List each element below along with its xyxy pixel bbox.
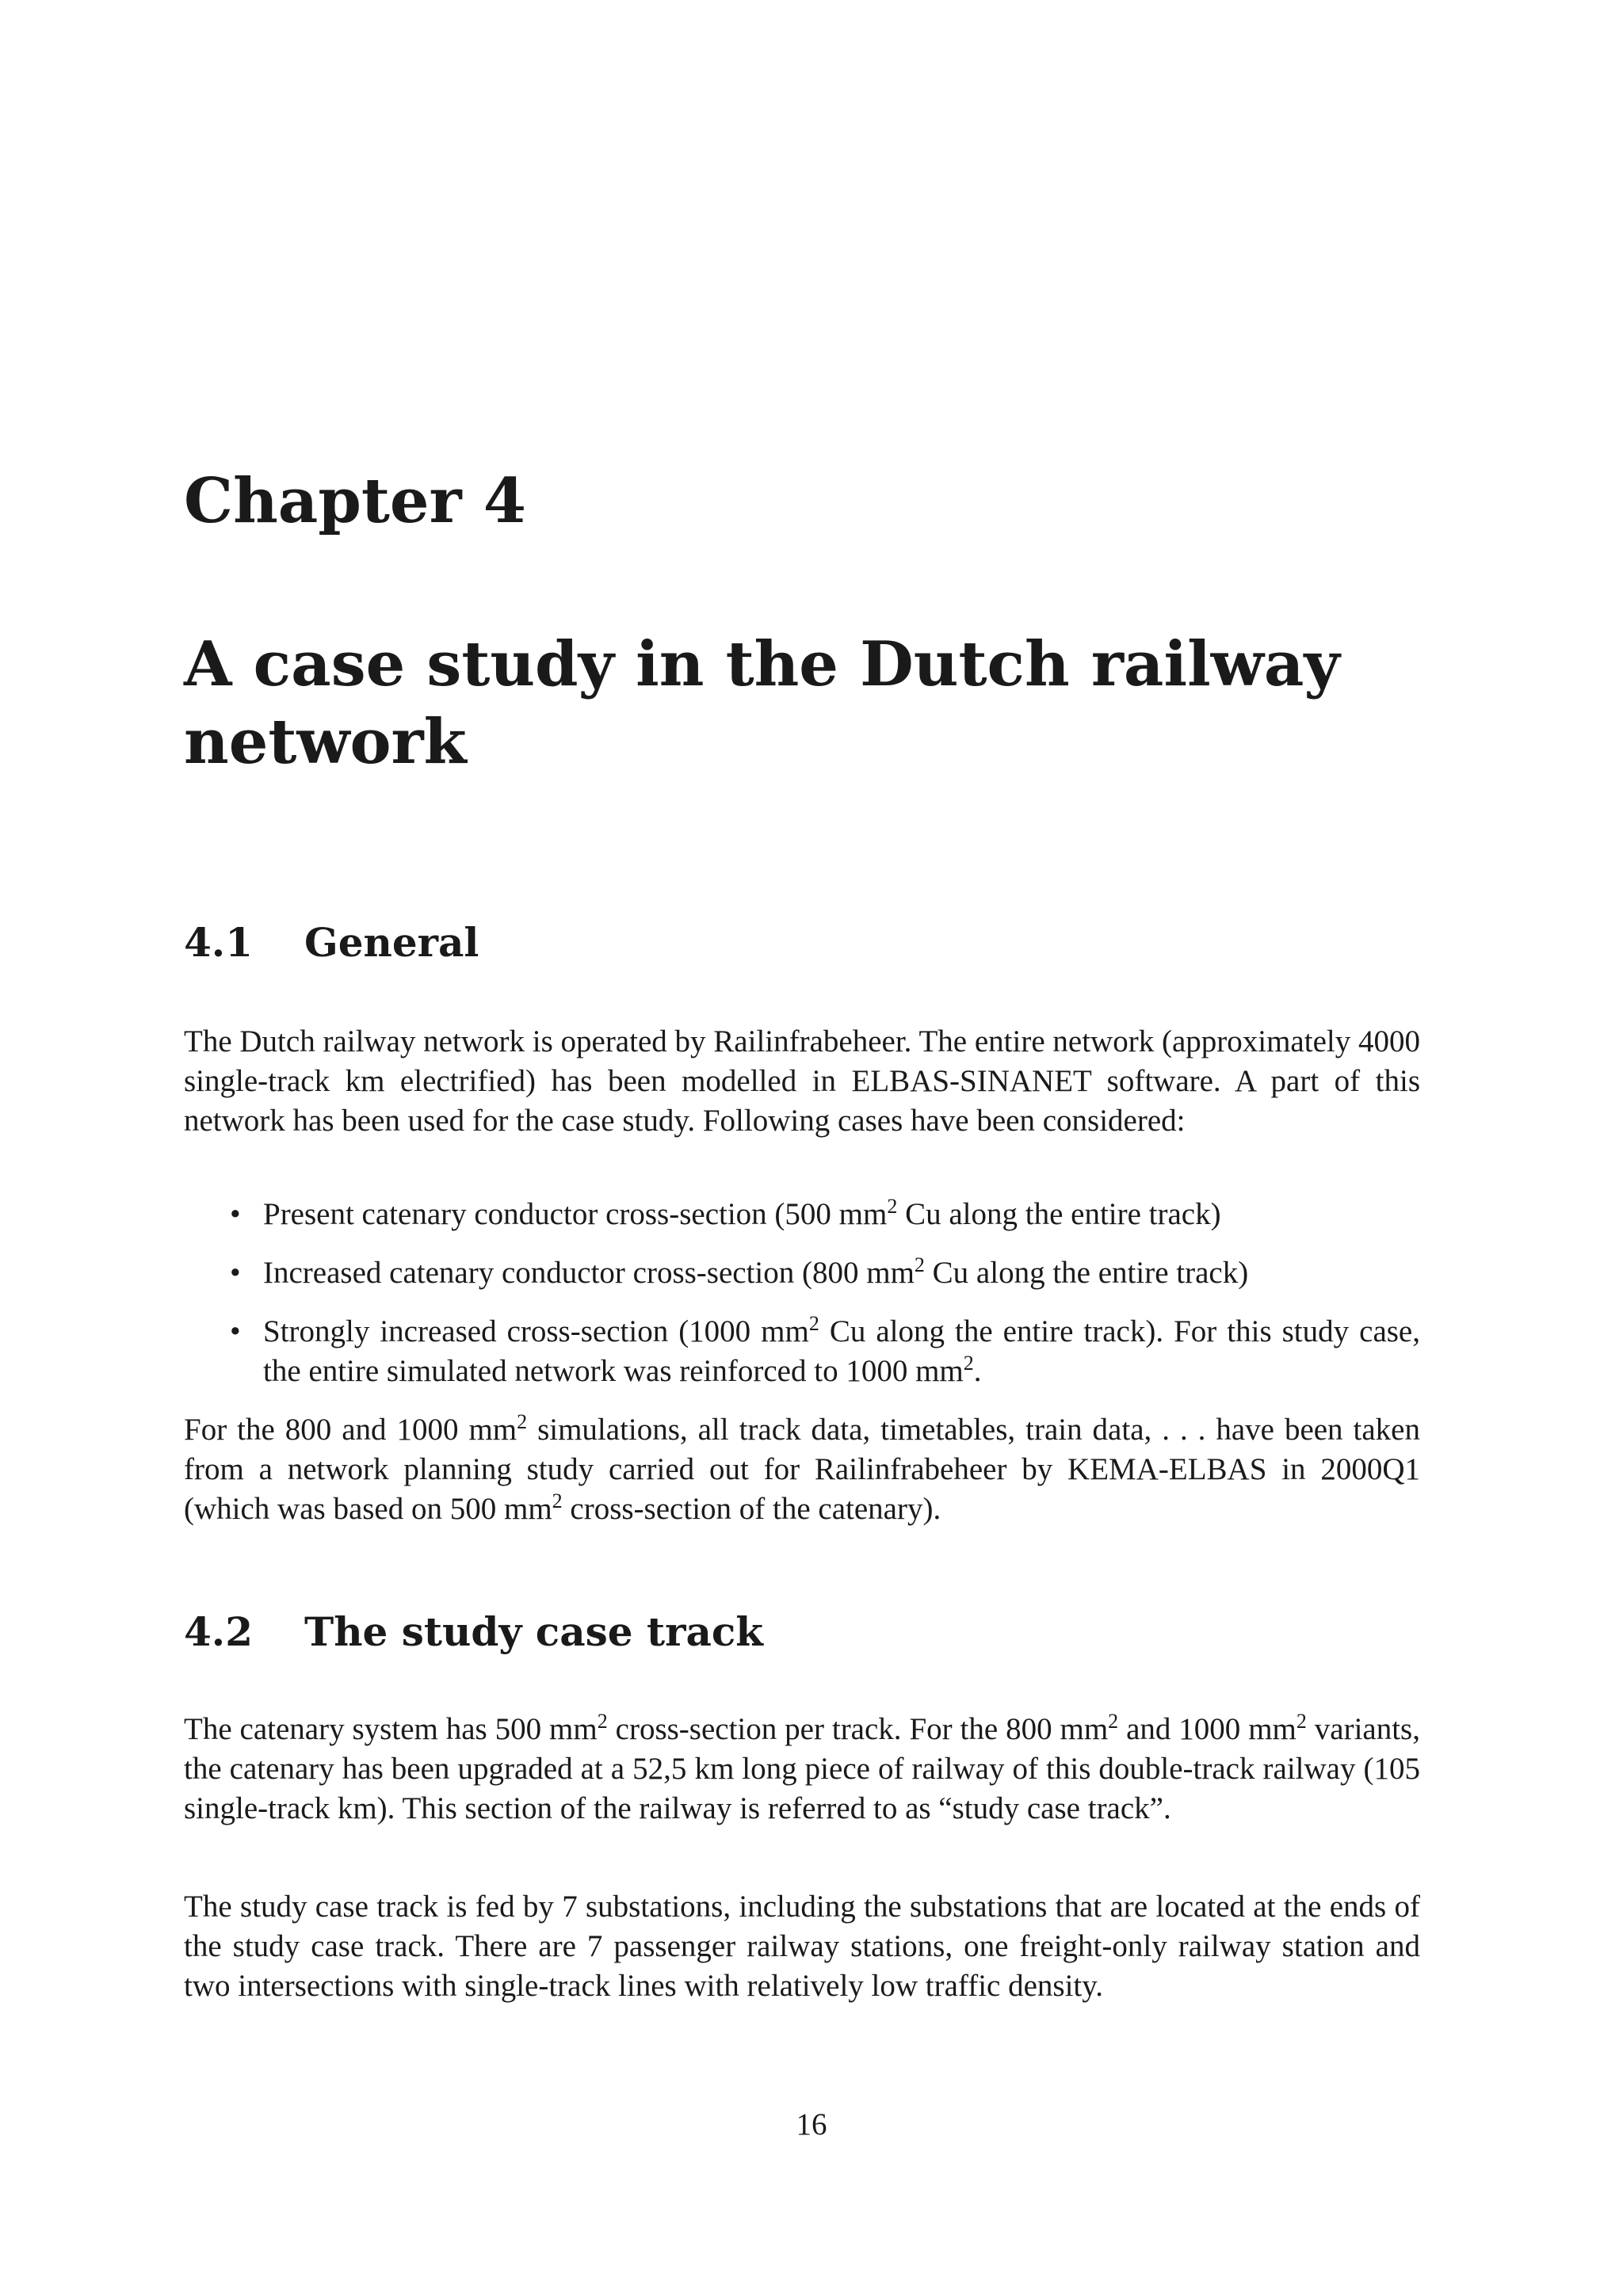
page-number: 16 <box>796 2107 827 2142</box>
bullet-icon: • <box>230 1256 241 1290</box>
section-number: 4.2 <box>184 1608 253 1655</box>
case-list <box>184 1195 1420 1410</box>
general-closing-paragraph: For the 800 and 1000 $mm^2$ simulations, all track data, timetables, train data, . . . have been taken from a network planning study carried out for Railinfrabeheer by KEMA-ELBAS in 2000Q1 (which was based on 500 $mm^2$ cross-section of the catenary). <box>184 1410 1420 1526</box>
case-list-item: • Increased catenary conductor cross-section (800 $mm^2$ Cu along the entire track) <box>184 1253 1420 1293</box>
study-case-paragraph-1: The catenary system has 500 $mm^2$ cross-section per track. For the 800 $mm^2$ and 1000 $mm^2$ variants, the catenary has been upgraded at a 52,5 km long piece of railway of this double-track railway (105 single-track km). This section of the railway is referred to as “study case track”. <box>184 1710 1420 1825</box>
case-list-item: • Present catenary conductor cross-section (500 $mm^2$ Cu along the entire track) <box>184 1195 1420 1234</box>
chapter-label: Chapter 4 <box>184 465 527 537</box>
section-heading-study-case-track <box>184 1608 763 1656</box>
bullet-icon: • <box>230 1197 241 1231</box>
case-list-item: • Strongly increased cross-section (1000 $mm^2$ Cu along the entire track). For this study case, the entire simulated network was reinforced to 1000 $mm^2$. <box>230 1312 1420 1388</box>
bullet-icon: • <box>230 1314 241 1348</box>
section-number: 4.1 <box>184 919 253 966</box>
general-intro-paragraph: The Dutch railway network is operated by Railinfrabeheer. The entire network (approximately 4000 single-track km electrified) has been modelled in ELBAS-SINANET software. A part of this network has been used for the case study. Following cases have been considered: <box>184 1024 1420 1138</box>
section-title: General <box>304 919 479 966</box>
study-case-paragraph-2: The study case track is fed by 7 substations, including the substations that are located at the ends of the study case track. There are 7 passenger railway stations, one freight-only railway station and two intersections with single-track lines with relatively low traffic density. <box>184 1890 1420 2003</box>
section-heading-general <box>184 919 479 967</box>
chapter-title: A case study in the Dutch railway network <box>184 628 1340 778</box>
section-title: The study case track <box>304 1608 763 1655</box>
